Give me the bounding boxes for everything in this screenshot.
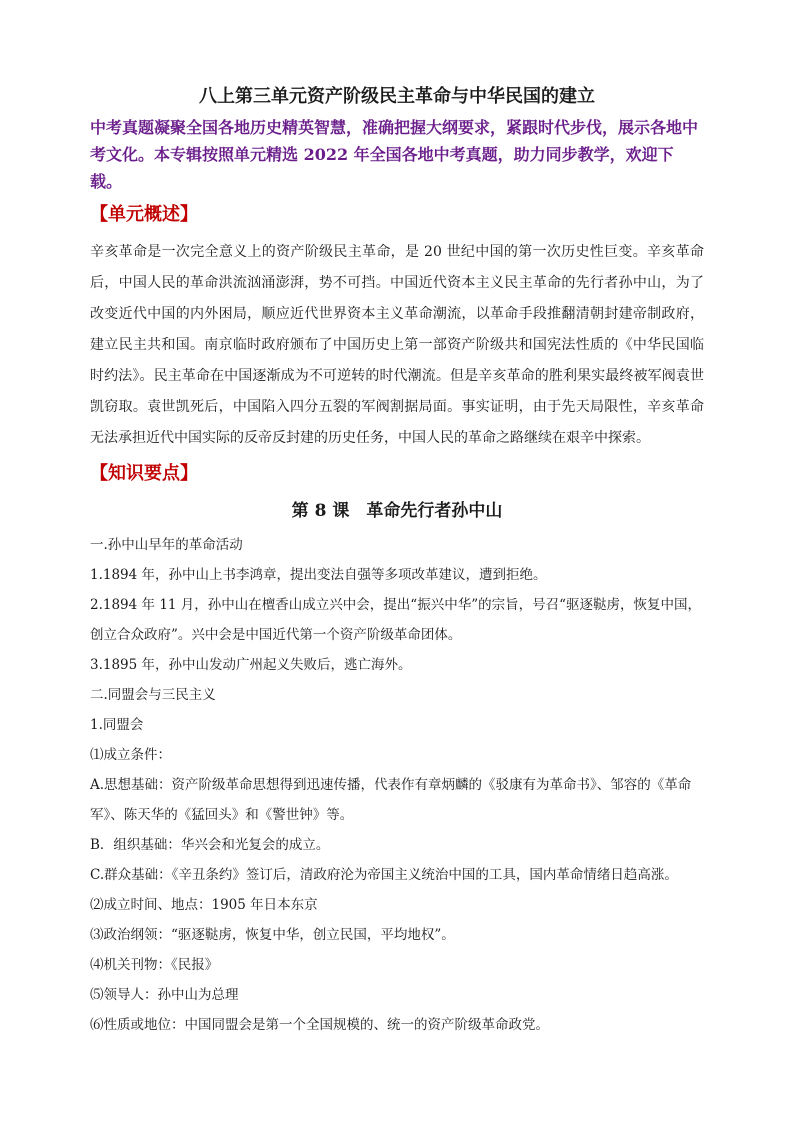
point-line: 2.1894 年 11 月，孙中山在檀香山成立兴中会，提出“振兴中华”的宗旨，号召“驱逐鞑虏，恢复中国，创立合众政府”。兴中会是中国近代第一个资产阶级革命团体。 bbox=[90, 597, 701, 643]
overview-text: 辛亥革命是一次完全意义上的资产阶级民主革命，是 20 世纪中国的第一次历史性巨变。辛亥革命后，中国人民的革命洪流汹涌澎湃，势不可挡。中国近代资本主义民主革命的先行者孙中山，为了改变近代中国的内外困局，顺应近代世界资本主义革命潮流，以革命手段推翻清朝封建帝制政府，建立民主共和国。南京临时政府颁布了中国历史上第一部资产阶级共和国宪法性质的《中华民国临时约法》。民主革命在中国逐渐成为不可逆转的时代潮流。但是辛亥革命的胜利果实最终被军阀袁世凯窃取。袁世凯死后，中国陷入四分五裂的军阀割据局面。事实证明，由于先天局限性，辛亥革命无法承担近代中国实际的反帝反封建的历史任务，中国人民的革命之路继续在艰辛中探索。 bbox=[90, 244, 704, 446]
intro-text: 中考真题凝聚全国各地历史精英智慧，准确把握大纲要求，紧跟时代步伐，展示各地中考文化。本专辑按照单元精选 2022 年全国各地中考真题，助力同步教学，欢迎下载。 bbox=[90, 118, 699, 191]
point-line: 一.孙中山早年的革命活动 bbox=[90, 537, 243, 553]
lesson-title: 第 8 课 革命先行者孙中山 bbox=[291, 501, 503, 521]
point-line: ⑷机关刊物：《民报》 bbox=[90, 957, 219, 973]
point-line: B．组织基础：华兴会和光复会的成立。 bbox=[90, 837, 330, 853]
point-line: ⑵成立时间、地点：1905 年日本东京 bbox=[90, 897, 318, 913]
document-page bbox=[90, 84, 704, 1040]
point-line: 3.1895 年，孙中山发动广州起义失败后，逃亡海外。 bbox=[90, 657, 412, 673]
point-line: 二.同盟会与三民主义 bbox=[90, 687, 216, 703]
point-line: 1.同盟会 bbox=[90, 717, 144, 733]
point-line: ⑴成立条件： bbox=[90, 747, 171, 763]
knowledge-points-heading: 【知识要点】 bbox=[90, 463, 198, 484]
point-line: C.群众基础：《辛丑条约》签订后，清政府沦为帝国主义统治中国的工具，国内革命情绪日趋高涨。 bbox=[90, 867, 678, 883]
point-line: ⑸领导人：孙中山为总理 bbox=[90, 987, 239, 1003]
point-line: 1.1894 年，孙中山上书李鸿章，提出变法自强等多项改革建议，遭到拒绝。 bbox=[90, 567, 547, 583]
page-title: 八上第三单元资产阶级民主革命与中华民国的建立 bbox=[199, 86, 595, 107]
point-line: ⑹性质或地位：中国同盟会是第一个全国规模的、统一的资产阶级革命政党。 bbox=[90, 1017, 549, 1033]
point-line: A.思想基础：资产阶级革命思想得到迅速传播，代表作有章炳麟的《驳康有为革命书》、邹容的《革命军》、陈天华的《猛回头》和《警世钟》等。 bbox=[90, 777, 692, 823]
overview-heading: 【单元概述】 bbox=[90, 204, 198, 225]
point-line: ⑶政治纲领：“驱逐鞑虏，恢复中华，创立民国，平均地权”。 bbox=[90, 927, 455, 943]
